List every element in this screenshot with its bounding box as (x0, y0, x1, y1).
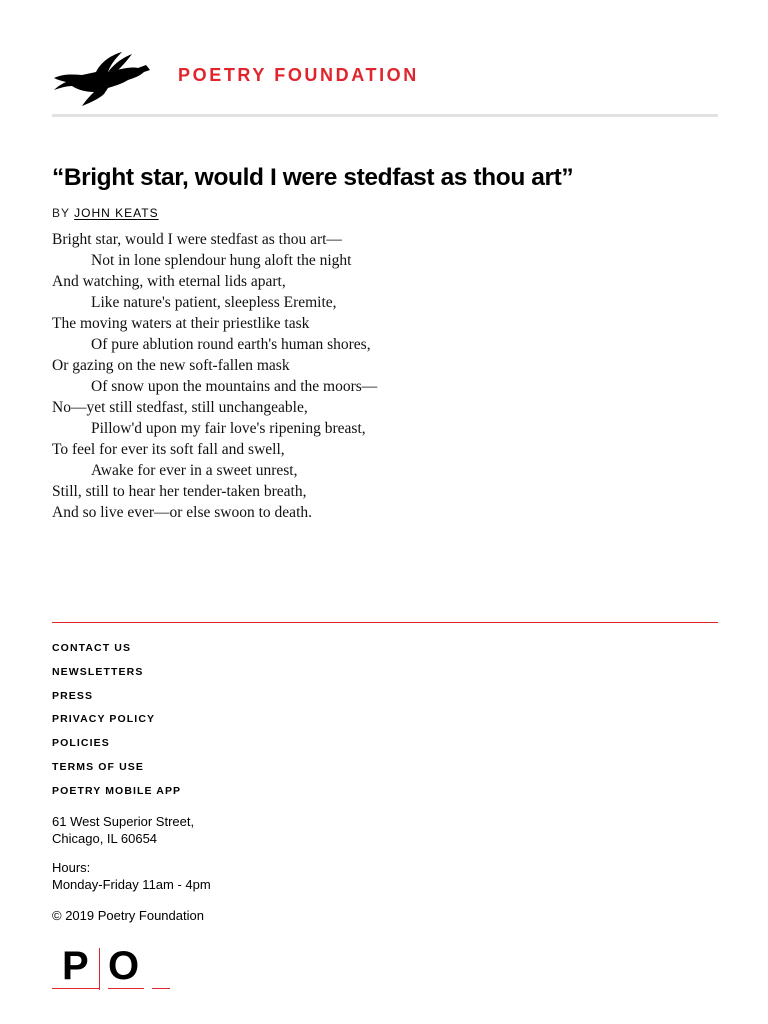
hours (52, 859, 211, 893)
byline (52, 206, 159, 220)
monogram-underline (152, 988, 170, 989)
monogram-underline (52, 988, 100, 989)
poem-line: Like nature's patient, sleepless Eremite, (91, 294, 337, 311)
brand-name[interactable]: POETRY FOUNDATION (178, 65, 419, 85)
poem-body (52, 229, 377, 523)
poem-line: And so live ever—or else swoon to death. (52, 504, 312, 521)
copyright: © 2019 Poetry Foundation (52, 908, 204, 923)
header-divider (52, 114, 718, 117)
poem-line: To feel for ever its soft fall and swell, (52, 441, 285, 458)
address-line: Chicago, IL 60654 (52, 831, 158, 846)
footer-divider (52, 622, 718, 623)
poem-line: Awake for ever in a sweet unrest, (91, 462, 298, 479)
poem-line: No—yet still stedfast, still unchangeable, (52, 399, 308, 416)
monogram-o: O (108, 944, 140, 988)
footer-link-contact-us[interactable]: CONTACT US (52, 642, 132, 654)
by-label: BY (52, 206, 70, 220)
site-header (52, 44, 718, 106)
address (52, 813, 194, 847)
footer-link-poetry-mobile-app[interactable]: POETRY MOBILE APP (52, 784, 182, 797)
monogram-divider (99, 948, 100, 990)
poem-line: Pillow'd upon my fair love's ripening breast, (91, 420, 366, 437)
footer-nav (52, 640, 181, 807)
footer-link-terms-of-use[interactable]: TERMS OF USE (52, 760, 144, 773)
poem-line: Not in lone splendour hung aloft the night (91, 252, 352, 269)
poem-title: “Bright star, would I were stedfast as thou art” (52, 164, 574, 191)
poem-line: Of snow upon the mountains and the moors— (91, 378, 378, 395)
author-link[interactable]: JOHN KEATS (74, 206, 159, 220)
address-line: 61 West Superior Street, (52, 814, 195, 829)
poem-line: Or gazing on the new soft-fallen mask (52, 357, 290, 374)
poem-line: The moving waters at their priestlike task (52, 315, 310, 332)
monogram-underline (108, 988, 144, 989)
poem-line: Of pure ablution round earth's human shores, (91, 336, 371, 353)
footer-link-press[interactable]: PRESS (52, 689, 94, 702)
poem-line: Still, still to hear her tender-taken breath, (52, 483, 307, 500)
footer-link-policies[interactable]: POLICIES (52, 737, 110, 750)
monogram-p: P (62, 944, 89, 988)
hours-label: Hours: (52, 860, 91, 875)
po-monogram-logo[interactable] (52, 946, 170, 992)
poem-line: Bright star, would I were stedfast as thou art— (52, 231, 342, 248)
footer-link-newsletters[interactable]: NEWSLETTERS (52, 665, 144, 678)
pegasus-icon[interactable] (52, 48, 152, 106)
footer-link-privacy-policy[interactable]: PRIVACY POLICY (52, 713, 156, 726)
hours-value: Monday-Friday 11am - 4pm (52, 877, 211, 892)
poem-line: And watching, with eternal lids apart, (52, 273, 286, 290)
